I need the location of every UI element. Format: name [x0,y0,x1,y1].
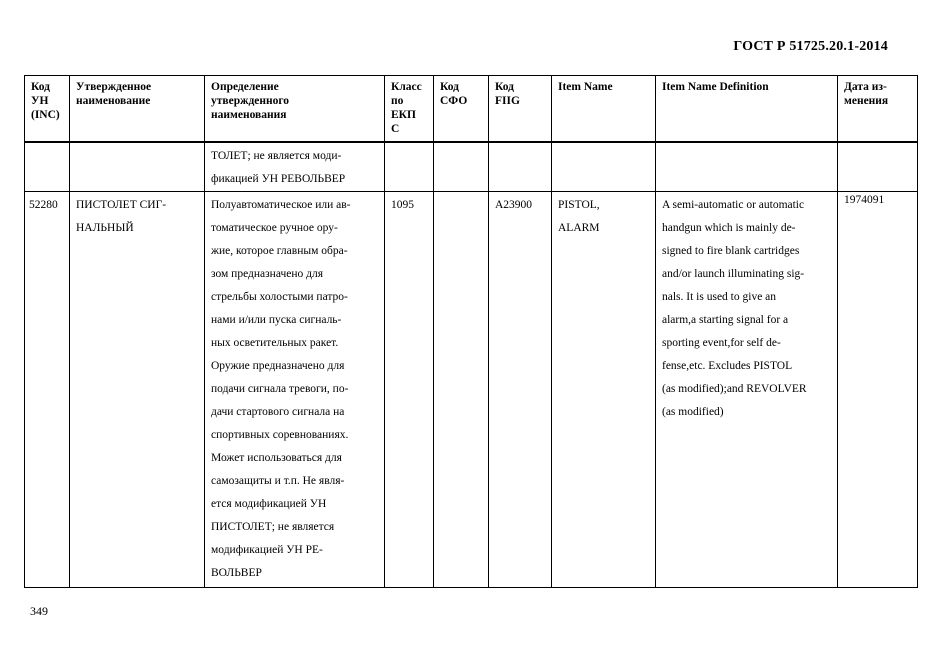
header-line: СФО [440,95,468,107]
inc-cell [25,191,70,587]
cell-line: A semi-automatic or automatic [662,198,805,211]
cell-line: alarm,a starting signal for a [662,313,789,326]
header-line: FIIG [495,95,520,107]
cell-line: зом предназначено для [211,267,324,280]
col-header-class [385,76,434,142]
cell-line: fense,etc. Excludes PISTOL [662,359,793,372]
class-cell [385,191,434,587]
change-date-cell [838,191,918,587]
cell-line: Может использоваться для [211,451,342,464]
col-header-approved-name [70,76,205,142]
page-number: 349 [30,604,48,618]
item-name-cell [552,191,656,587]
header-line: Код [31,81,51,93]
class-value: 1095 [391,198,414,211]
cell-line: (as modified) [662,405,724,418]
header-line: Определение [211,81,279,93]
header-line: Код [440,81,460,93]
table-row [25,191,918,587]
cell-line: жие, которое главным обра- [211,244,348,257]
col-header-fiig [489,76,552,142]
cell-line: and/or launch illuminating sig- [662,267,805,280]
cell-line: спортивных соревнованиях. [211,428,349,441]
header-line: Класс [391,81,422,93]
cell-line: PISTOL, [558,198,600,211]
header-line: менения [844,95,889,107]
header-line: Дата из- [844,81,887,93]
cell-line: nals. It is used to give an [662,290,777,303]
cell-line: sporting event,for self de- [662,336,781,349]
sfo-value [440,194,484,217]
header-line: Item Name Definition [662,81,769,93]
col-header-inc [25,76,70,142]
definition-cell [205,191,385,587]
cell-line: модификацией УН РЕ- [211,543,323,556]
col-header-definition [205,76,385,142]
cell-line: ВОЛЬВЕР [211,566,262,579]
cell-line: ТОЛЕТ; не является моди- [211,149,342,162]
header-line: УН [31,95,49,107]
cell-line: signed to fire blank cartridges [662,244,800,257]
inc-value: 52280 [29,198,58,211]
cell-line: Оружие предназначено для [211,359,345,372]
cell-line: ПИСТОЛЕТ СИГ- [76,198,167,211]
header-line: наименования [211,109,287,121]
header-line: утвержденного [211,95,290,107]
cell-line: подачи сигнала тревоги, по- [211,382,349,395]
fiig-cell [489,191,552,587]
cell-line: ных осветительных ракет. [211,336,339,349]
cell-line: нами и/или пуска сигналь- [211,313,342,326]
header-line: наименование [76,95,151,107]
header-line: Утвержденное [76,81,152,93]
table-header-row [25,76,918,142]
fiig-value: A23900 [495,198,533,211]
header-line: С [391,123,400,135]
header-line: по [391,95,404,107]
cell-line: Полуавтоматическое или ав- [211,198,351,211]
cell-line: фикацией УН РЕВОЛЬВЕР [211,172,346,185]
cell-line: ется модификацией УН [211,497,327,510]
approved-name-cell [70,191,205,587]
catalog-table [24,75,918,588]
cell-line: ALARM [558,221,600,234]
cell-line: ПИСТОЛЕТ; не является [211,520,335,533]
document-title: ГОСТ Р 51725.20.1-2014 [733,39,888,54]
col-header-change-date [838,76,918,142]
cell-line: стрельбы холостыми патро- [211,290,348,303]
col-header-sfo [434,76,489,142]
header-line: ЕКП [391,109,416,121]
cell-line: НАЛЬНЫЙ [76,221,134,234]
cell-line: (as modified);and REVOLVER [662,382,807,395]
cell-line: handgun which is mainly de- [662,221,796,234]
continuation-row [25,142,918,192]
col-header-item-name [552,76,656,142]
continuation-definition-cell [205,142,385,192]
header-line: (INC) [31,109,60,121]
header-line: Item Name [558,81,613,93]
cell-line: самозащиты и т.п. Не явля- [211,474,345,487]
header-line: Код [495,81,515,93]
cell-line: томатическое ручное ору- [211,221,338,234]
change-date-value: 1974091 [844,193,885,206]
col-header-item-name-definition [656,76,838,142]
item-name-definition-cell [656,191,838,587]
cell-line: дачи стартового сигнала на [211,405,345,418]
sfo-cell [434,191,489,587]
